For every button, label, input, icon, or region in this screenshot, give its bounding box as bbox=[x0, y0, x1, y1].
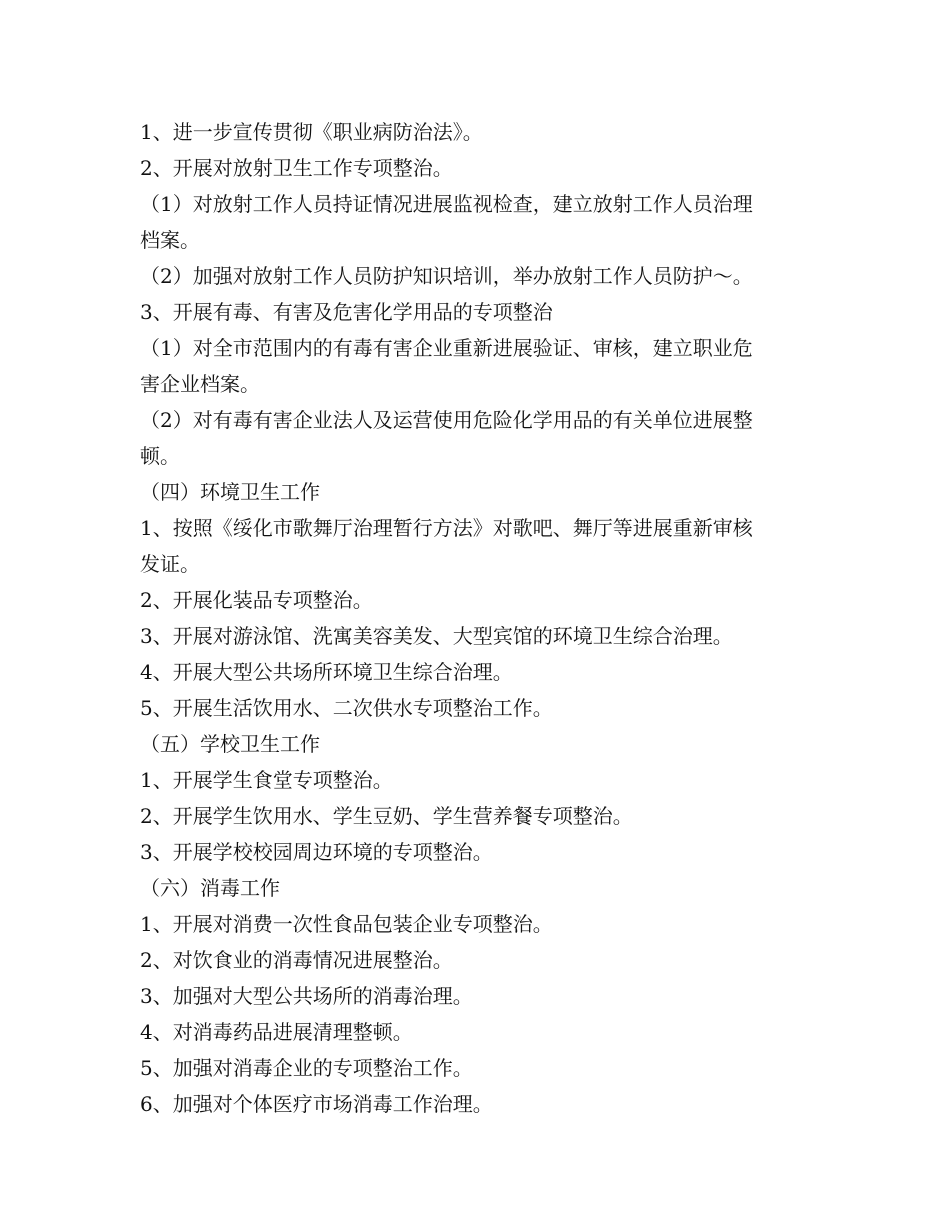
text-line: 1、开展对消费一次性食品包装企业专项整治。 bbox=[140, 912, 553, 936]
text-line: 发证。 bbox=[140, 552, 200, 576]
section-heading: （六）消毒工作 bbox=[140, 876, 280, 900]
text-line: 4、对消毒药品进展清理整顿。 bbox=[140, 1020, 413, 1044]
text-line: 3、加强对大型公共场所的消毒治理。 bbox=[140, 984, 473, 1008]
text-line: （2）加强对放射工作人员防护知识培训，举办放射工作人员防护～。 bbox=[140, 264, 753, 288]
section-heading: （五）学校卫生工作 bbox=[140, 732, 320, 756]
text-line: 档案。 bbox=[140, 228, 200, 252]
text-line: 3、开展学校校园周边环境的专项整治。 bbox=[140, 840, 493, 864]
text-line: 1、开展学生食堂专项整治。 bbox=[140, 768, 393, 792]
text-line: 害企业档案。 bbox=[140, 372, 260, 396]
text-line: 2、开展对放射卫生工作专项整治。 bbox=[140, 156, 453, 180]
text-line: 3、开展对游泳馆、洗寓美容美发、大型宾馆的环境卫生综合治理。 bbox=[140, 624, 733, 648]
text-line: 1、进一步宣传贯彻《职业病防治法》。 bbox=[140, 120, 483, 144]
text-line: 3、开展有毒、有害及危害化学用品的专项整治 bbox=[140, 300, 553, 324]
text-line: 6、加强对个体医疗市场消毒工作治理。 bbox=[140, 1092, 493, 1116]
text-line: （1）对放射工作人员持证情况进展监视检查，建立放射工作人员治理 bbox=[140, 192, 753, 216]
document-body bbox=[140, 114, 820, 1122]
text-line: 2、对饮食业的消毒情况进展整治。 bbox=[140, 948, 453, 972]
text-line: 1、按照《绥化市歌舞厅治理暂行方法》对歌吧、舞厅等进展重新审核 bbox=[140, 516, 753, 540]
text-line: 5、开展生活饮用水、二次供水专项整治工作。 bbox=[140, 696, 553, 720]
section-heading: （四）环境卫生工作 bbox=[140, 480, 320, 504]
text-line: 4、开展大型公共场所环境卫生综合治理。 bbox=[140, 660, 513, 684]
text-line: 顿。 bbox=[140, 444, 180, 468]
text-line: 2、开展化装品专项整治。 bbox=[140, 588, 373, 612]
text-line: （1）对全市范围内的有毒有害企业重新进展验证、审核，建立职业危 bbox=[140, 336, 753, 360]
text-line: 2、开展学生饮用水、学生豆奶、学生营养餐专项整治。 bbox=[140, 804, 633, 828]
text-line: （2）对有毒有害企业法人及运营使用危险化学用品的有关单位进展整 bbox=[140, 408, 753, 432]
text-line: 5、加强对消毒企业的专项整治工作。 bbox=[140, 1056, 473, 1080]
